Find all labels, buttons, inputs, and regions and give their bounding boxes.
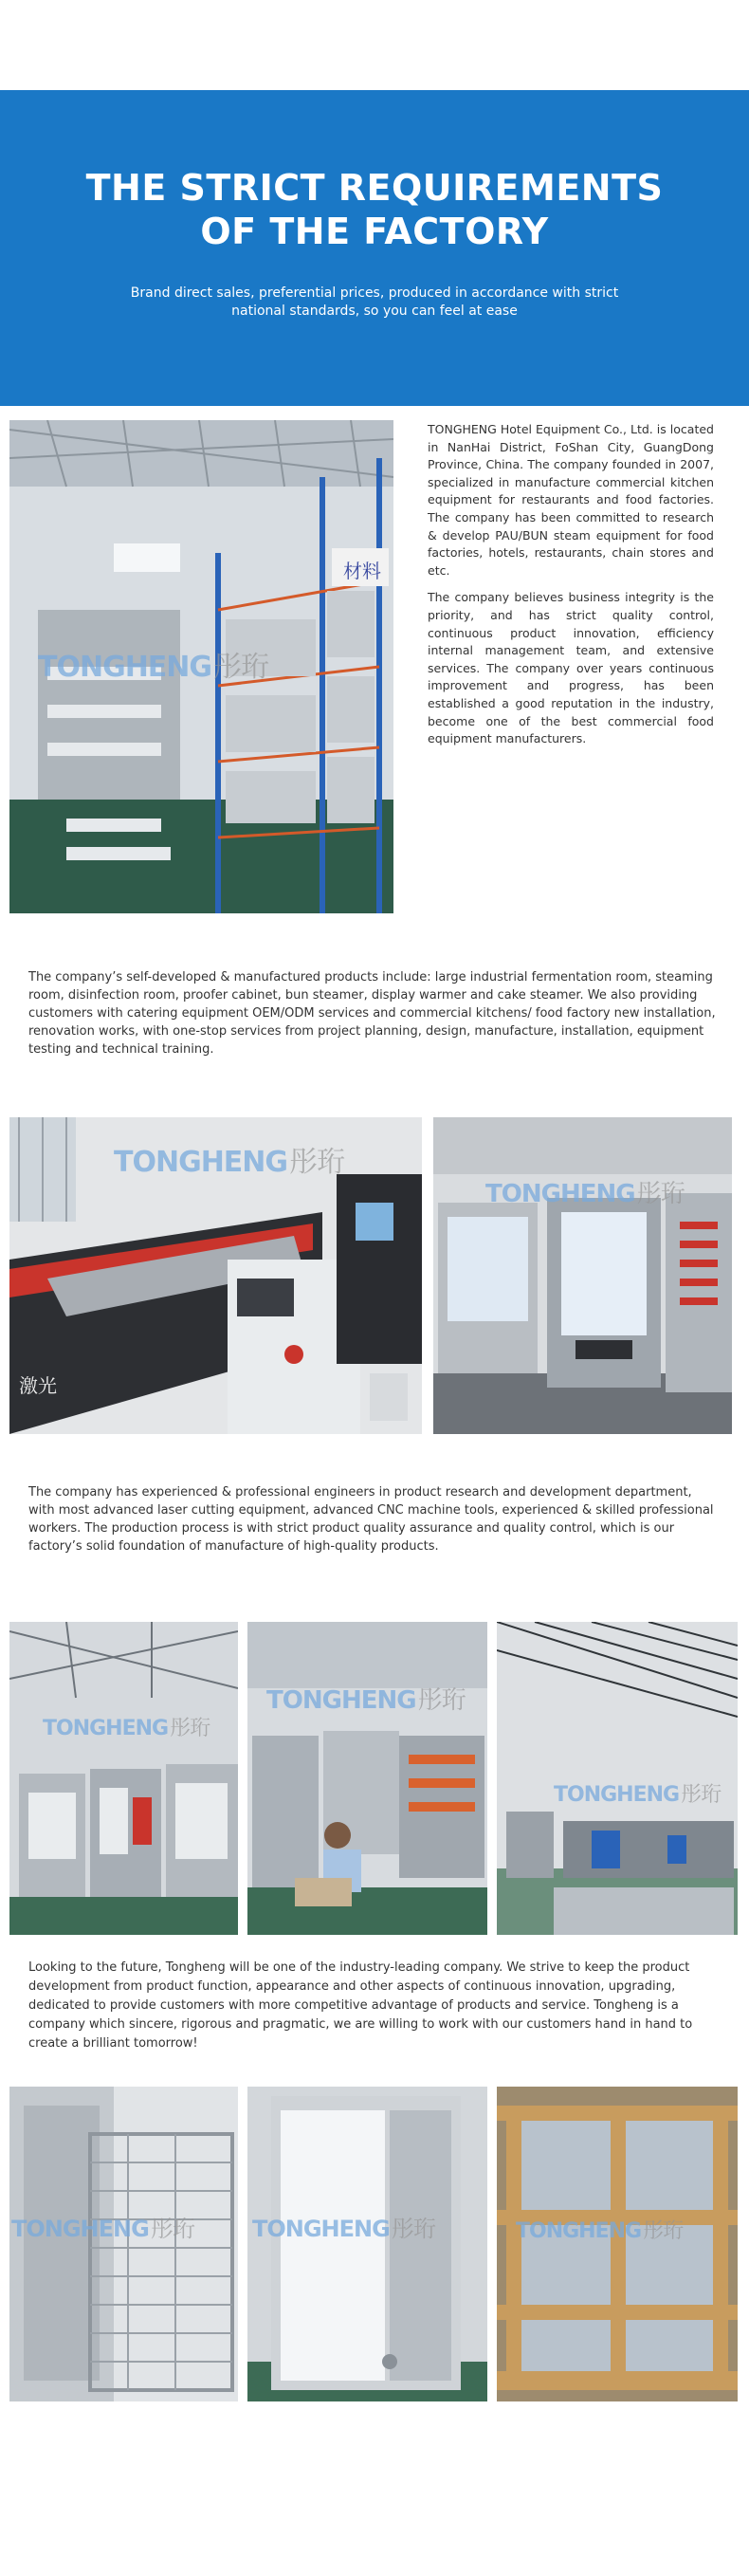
workshop-2-illustration xyxy=(247,1622,487,1935)
watermark-brand: TONGHENG xyxy=(554,1783,680,1807)
watermark xyxy=(252,2210,435,2243)
engineers-paragraph: The company has experienced & professional engineers in product research and development department, with most advanced laser cutting equipment, advanced CNC machine tools, experienced & skilled professional workers. The production process is with strict product quality assurance and quality control, which is our factory’s solid foundation of manufacture of high-quality products. xyxy=(28,1485,714,1554)
trolley-illustration xyxy=(9,2087,238,2401)
watermark-cn: 彤珩 xyxy=(391,2216,435,2242)
future-text xyxy=(28,1959,721,2053)
watermark-cn: 彤珩 xyxy=(289,1146,345,1179)
workshop-photo-2 xyxy=(247,1622,487,1935)
crated-equipment-photo xyxy=(497,2087,738,2401)
warehouse-photo xyxy=(9,420,393,913)
steamer-cabinets-photo xyxy=(433,1117,732,1434)
title-line-2: OF THE FACTORY xyxy=(200,211,549,252)
watermark-brand: TONGHENG xyxy=(38,651,212,684)
intro-paragraph-2: The company believes business integrity is the priority, and has strict quality control, continuous product innovation, efficiency internal management team, and extensive services. The company over years continuous improvement and progress, has been established a good reputation in the industry, become one of the best commercial food equipment manufacturers. xyxy=(428,590,714,746)
workshop-photo-3 xyxy=(497,1622,738,1935)
banner-subtitle: Brand direct sales, preferential prices, produced in accordance with strict national standards, so you can feel at ease xyxy=(130,285,619,319)
watermark xyxy=(38,643,268,685)
intro-paragraph-1: TONGHENG Hotel Equipment Co., Ltd. is located in NanHai District, FoShan City, GuangDong Province, China. The company founded in 2007, specialized in manufacture commercial kitchen equipment for restaurants and food factories. The company has been committed to research & develop PAU/BUN steam equipment for food factories, hotels, restaurants, chain stores and etc. xyxy=(428,422,714,578)
crates-illustration xyxy=(497,2087,738,2401)
watermark-brand: TONGHENG xyxy=(516,2219,642,2243)
watermark-brand: TONGHENG xyxy=(43,1717,169,1740)
watermark xyxy=(516,2215,683,2244)
workshop-1-illustration xyxy=(9,1622,238,1935)
watermark xyxy=(11,2210,194,2243)
watermark-brand: TONGHENG xyxy=(11,2216,149,2242)
watermark xyxy=(554,1778,721,1808)
watermark-cn: 彤珩 xyxy=(150,2216,194,2242)
watermark-brand: TONGHENG xyxy=(114,1146,288,1179)
watermark xyxy=(266,1681,466,1716)
engineers-text xyxy=(28,1483,721,1555)
materials-sign: 材料 xyxy=(343,560,381,582)
cabinet-illustration xyxy=(247,2087,487,2401)
watermark-brand: TONGHENG xyxy=(266,1686,416,1715)
watermark-cn: 彤珩 xyxy=(170,1717,210,1740)
laser-sign: 激光 xyxy=(19,1374,57,1397)
title-line-1: THE STRICT REQUIREMENTS xyxy=(85,167,664,209)
future-paragraph: Looking to the future, Tongheng will be one of the industry-leading company. We strive to keep the product development from product function, appearance and other aspects of continuous innovation, upgrading, dedicated to provide customers with more competitive advantage of products and service. Tongheng is a company which sincere, rigorous and pragmatic, we are willing to work with our customers hand in hand to create a brilliant tomorrow! xyxy=(28,1960,693,2051)
laser-cutting-photo xyxy=(9,1117,422,1434)
steamers-illustration xyxy=(433,1117,732,1434)
watermark xyxy=(114,1138,344,1180)
watermark xyxy=(485,1174,685,1209)
watermark-cn: 彤珩 xyxy=(643,2219,684,2243)
watermark xyxy=(43,1712,210,1741)
intro-text xyxy=(428,421,714,748)
watermark-brand: TONGHENG xyxy=(252,2216,390,2242)
workshop-photo-1 xyxy=(9,1622,238,1935)
watermark-cn: 彤珩 xyxy=(636,1180,685,1208)
products-paragraph: The company’s self-developed & manufactured products include: large industrial fermentation room, steaming room, disinfection room, proofer cabinet, bun steamer, display warmer and cake steamer. We also providing customers with catering equipment OEM/ODM services and commercial kitchens/ food factory new installation, renovation works, with one-stop services from project planning, design, manufacture, installation, equipment testing and technical training. xyxy=(28,970,716,1057)
page-title xyxy=(0,166,749,253)
steam-cabinet-trolley-photo xyxy=(9,2087,238,2401)
watermark-cn: 彤珩 xyxy=(213,651,269,684)
watermark-cn: 彤珩 xyxy=(417,1686,466,1715)
watermark-brand: TONGHENG xyxy=(485,1180,635,1208)
watermark-cn: 彤珩 xyxy=(681,1783,722,1807)
steam-cabinet-photo xyxy=(247,2087,487,2401)
products-text xyxy=(28,968,721,1058)
header-banner xyxy=(0,90,749,406)
